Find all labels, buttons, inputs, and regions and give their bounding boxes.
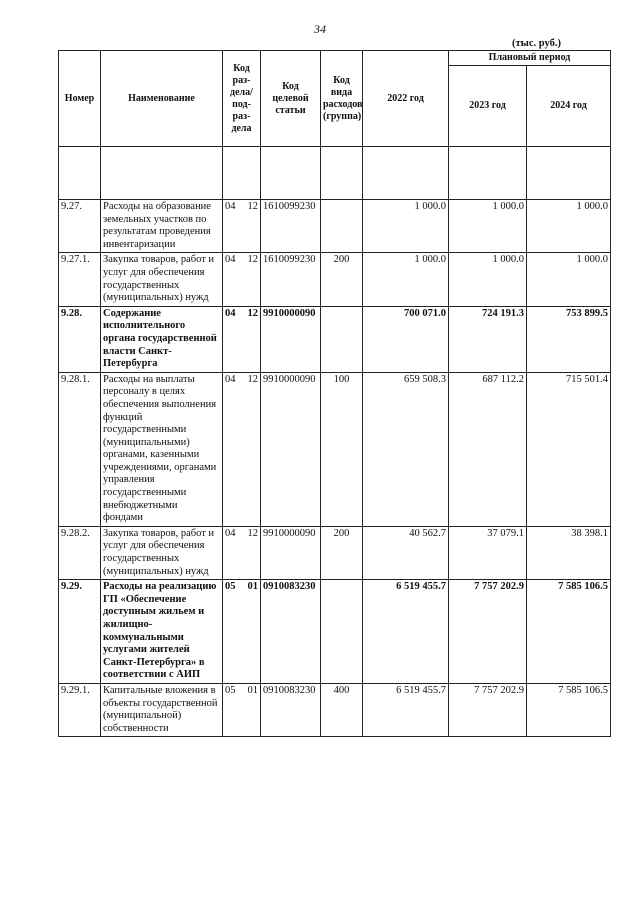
table-row <box>59 372 611 526</box>
header-planned: Плановый период <box>449 51 611 66</box>
row-target: 9910000090 <box>261 526 321 579</box>
row-target: 1610099230 <box>261 200 321 253</box>
row-2022: 6 519 455.7 <box>363 580 449 684</box>
row-target: 1610099230 <box>261 253 321 306</box>
row-expense: 200 <box>321 253 363 306</box>
header-2024: 2024 год <box>527 66 611 147</box>
row-section <box>223 580 261 684</box>
row-section-code: 04 <box>225 307 236 319</box>
row-section <box>223 526 261 579</box>
row-name: Закупка товаров, работ и услуг для обеспечения государственных (муниципальных) нужд <box>101 526 223 579</box>
row-target: 0910083230 <box>261 580 321 684</box>
row-2024: 7 585 106.5 <box>527 683 611 736</box>
row-2022: 1 000.0 <box>363 253 449 306</box>
row-section-code: 05 <box>225 581 236 593</box>
row-2024: 7 585 106.5 <box>527 580 611 684</box>
row-2023: 724 191.3 <box>449 306 527 372</box>
row-2024: 1 000.0 <box>527 253 611 306</box>
row-number: 9.27.1. <box>59 253 101 306</box>
row-2022: 659 508.3 <box>363 372 449 526</box>
table-row <box>59 526 611 579</box>
row-section <box>223 200 261 253</box>
row-expense <box>321 580 363 684</box>
table-row <box>59 580 611 684</box>
row-target: 9910000090 <box>261 372 321 526</box>
row-expense: 100 <box>321 372 363 526</box>
table-row <box>59 683 611 736</box>
row-subsection-code: 12 <box>247 527 258 539</box>
row-2024: 1 000.0 <box>527 200 611 253</box>
row-name: Капитальные вложения в объекты государственной (муниципальной) собственности <box>101 683 223 736</box>
row-2022: 1 000.0 <box>363 200 449 253</box>
row-2024: 715 501.4 <box>527 372 611 526</box>
row-2022: 6 519 455.7 <box>363 683 449 736</box>
row-section-code: 04 <box>225 201 236 212</box>
row-number: 9.29. <box>59 580 101 684</box>
header-target: Код целевой статьи <box>261 51 321 147</box>
row-2023: 1 000.0 <box>449 200 527 253</box>
row-section-code: 04 <box>225 254 236 266</box>
row-subsection-code: 01 <box>247 581 258 593</box>
row-number: 9.29.1. <box>59 683 101 736</box>
row-2023: 687 112.2 <box>449 372 527 526</box>
table-row <box>59 306 611 372</box>
row-2023: 37 079.1 <box>449 526 527 579</box>
row-number: 9.28.1. <box>59 372 101 526</box>
row-2024: 753 899.5 <box>527 306 611 372</box>
row-section-code: 04 <box>225 373 236 385</box>
row-subsection-code: 12 <box>247 307 258 319</box>
row-section <box>223 683 261 736</box>
row-section-code: 05 <box>225 684 236 696</box>
row-expense <box>321 306 363 372</box>
row-2023: 7 757 202.9 <box>449 580 527 684</box>
header-2023: 2023 год <box>449 66 527 147</box>
row-expense: 200 <box>321 526 363 579</box>
units-label: (тыс. руб.) <box>512 38 561 49</box>
row-subsection-code: 12 <box>247 373 258 385</box>
header-section: Код раз-дела/ под-раз-дела <box>223 51 261 147</box>
row-2023: 7 757 202.9 <box>449 683 527 736</box>
row-number: 9.28. <box>59 306 101 372</box>
header-expense: Код вида расходов (группа) <box>321 51 363 147</box>
row-section <box>223 306 261 372</box>
row-section <box>223 253 261 306</box>
table-row <box>59 253 611 306</box>
row-name: Расходы на образование земельных участков по результатам проведения инвентаризации <box>101 200 223 253</box>
header-number: Номер <box>59 51 101 147</box>
row-section-code: 04 <box>225 527 236 539</box>
row-2022: 700 071.0 <box>363 306 449 372</box>
table-row <box>59 200 611 253</box>
row-subsection-code: 12 <box>247 254 258 266</box>
budget-table <box>58 50 611 737</box>
header-2022: 2022 год <box>363 51 449 147</box>
header-name: Наименование <box>101 51 223 147</box>
row-expense: 400 <box>321 683 363 736</box>
page-number: 34 <box>314 22 326 36</box>
row-2022: 40 562.7 <box>363 526 449 579</box>
row-section <box>223 372 261 526</box>
row-subsection-code: 01 <box>247 684 258 696</box>
row-name: Закупка товаров, работ и услуг для обеспечения государственных (муниципальных) нужд <box>101 253 223 306</box>
row-2023: 1 000.0 <box>449 253 527 306</box>
row-target: 9910000090 <box>261 306 321 372</box>
row-number: 9.27. <box>59 200 101 253</box>
spacer-row <box>59 147 611 200</box>
row-number: 9.28.2. <box>59 526 101 579</box>
row-name: Расходы на выплаты персоналу в целях обеспечения выполнения функций государственными (муниципальными) органами, казенными учреждениями, органами управления государственными внебюджетными фондами <box>101 372 223 526</box>
row-target: 0910083230 <box>261 683 321 736</box>
row-name: Расходы на реализацию ГП «Обеспечение доступным жильем и жилищно-коммунальными услугами жителей Санкт-Петербурга» в соответствии с АИП <box>101 580 223 684</box>
row-expense <box>321 200 363 253</box>
row-name: Содержание исполнительного органа государственной власти Санкт-Петербурга <box>101 306 223 372</box>
row-2024: 38 398.1 <box>527 526 611 579</box>
row-subsection-code: 12 <box>247 201 258 212</box>
